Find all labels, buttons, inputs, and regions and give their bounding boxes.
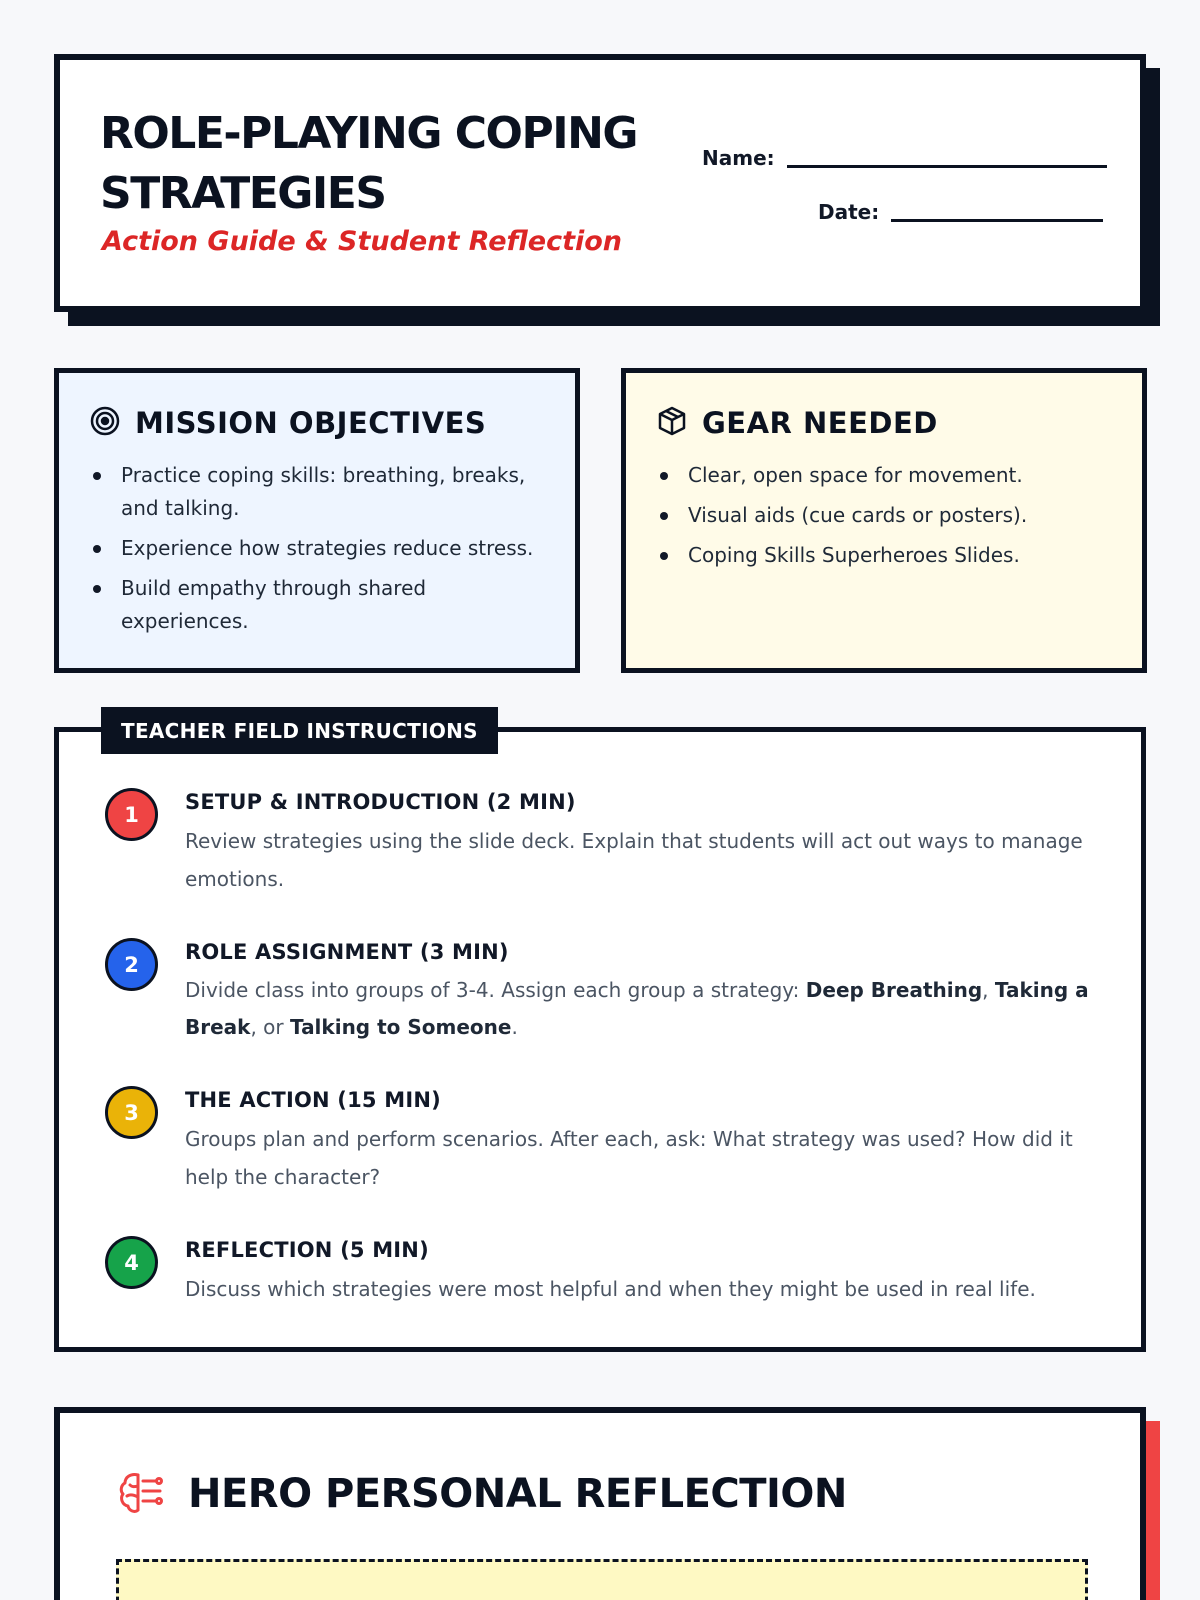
step-number-badge: 4 <box>105 1236 158 1289</box>
objectives-list <box>89 459 545 638</box>
list-item: Experience how strategies reduce stress. <box>89 532 545 565</box>
page-title: ROLE-PLAYING COPING STRATEGIES <box>100 108 638 219</box>
reflection-card <box>54 1407 1146 1600</box>
step-description: Groups plan and perform scenarios. After each, ask: What strategy was used? How did it help the character? <box>185 1127 1073 1189</box>
gear-title: GEAR NEEDED <box>702 406 938 440</box>
reflection-answer-box[interactable] <box>116 1559 1088 1600</box>
desc-separator: , <box>982 978 995 1002</box>
header-card <box>54 54 1146 312</box>
name-line[interactable] <box>787 165 1107 168</box>
mission-objectives-box <box>54 368 580 673</box>
strategy-talking-to-someone: Talking to Someone <box>290 1015 512 1039</box>
step-title: SETUP & INTRODUCTION (2 MIN) <box>185 790 576 814</box>
gear-needed-box <box>621 368 1147 673</box>
instructions-tab-label: TEACHER FIELD INSTRUCTIONS <box>101 707 498 754</box>
list-item: Practice coping skills: breathing, breaks, and talking. <box>89 459 545 525</box>
objectives-title: MISSION OBJECTIVES <box>135 406 487 440</box>
strategy-taking-a-break: Taking a Break <box>185 978 1089 1039</box>
gear-heading <box>656 405 1112 441</box>
step-description: Discuss which strategies were most helpful and when they might be used in real life. <box>185 1277 1036 1301</box>
brain-icon <box>116 1467 166 1521</box>
step-title: REFLECTION (5 MIN) <box>185 1238 429 1262</box>
step-description: Review strategies using the slide deck. Explain that students will act out ways to manage emotions. <box>185 829 1083 891</box>
date-line[interactable] <box>891 219 1103 222</box>
objectives-heading <box>89 405 545 441</box>
desc-separator: , or <box>250 1015 290 1039</box>
gear-list <box>656 459 1112 572</box>
step-title: THE ACTION (15 MIN) <box>185 1088 441 1112</box>
step-description <box>185 972 1115 1046</box>
desc-text: Divide class into groups of 3-4. Assign each group a strategy: <box>185 978 806 1002</box>
step-number-badge: 1 <box>105 788 158 841</box>
teacher-instructions-box <box>54 727 1146 1352</box>
name-field[interactable] <box>702 146 1107 170</box>
page-subtitle: Action Guide & Student Reflection <box>102 226 623 257</box>
target-icon <box>89 405 121 441</box>
step-number-badge: 2 <box>105 938 158 991</box>
list-item: Build empathy through shared experiences. <box>89 572 545 638</box>
step-title: ROLE ASSIGNMENT (3 MIN) <box>185 940 509 964</box>
reflection-heading <box>116 1467 847 1521</box>
date-field[interactable] <box>818 200 1103 224</box>
step-number-badge: 3 <box>105 1086 158 1139</box>
box-icon <box>656 405 688 441</box>
name-label: Name: <box>702 146 775 170</box>
date-label: Date: <box>818 200 880 224</box>
desc-text: . <box>511 1015 518 1039</box>
list-item: Clear, open space for movement. <box>656 459 1112 492</box>
list-item: Visual aids (cue cards or posters). <box>656 499 1112 532</box>
strategy-deep-breathing: Deep Breathing <box>805 978 983 1002</box>
reflection-title: HERO PERSONAL REFLECTION <box>188 1471 847 1517</box>
list-item: Coping Skills Superheroes Slides. <box>656 539 1112 572</box>
